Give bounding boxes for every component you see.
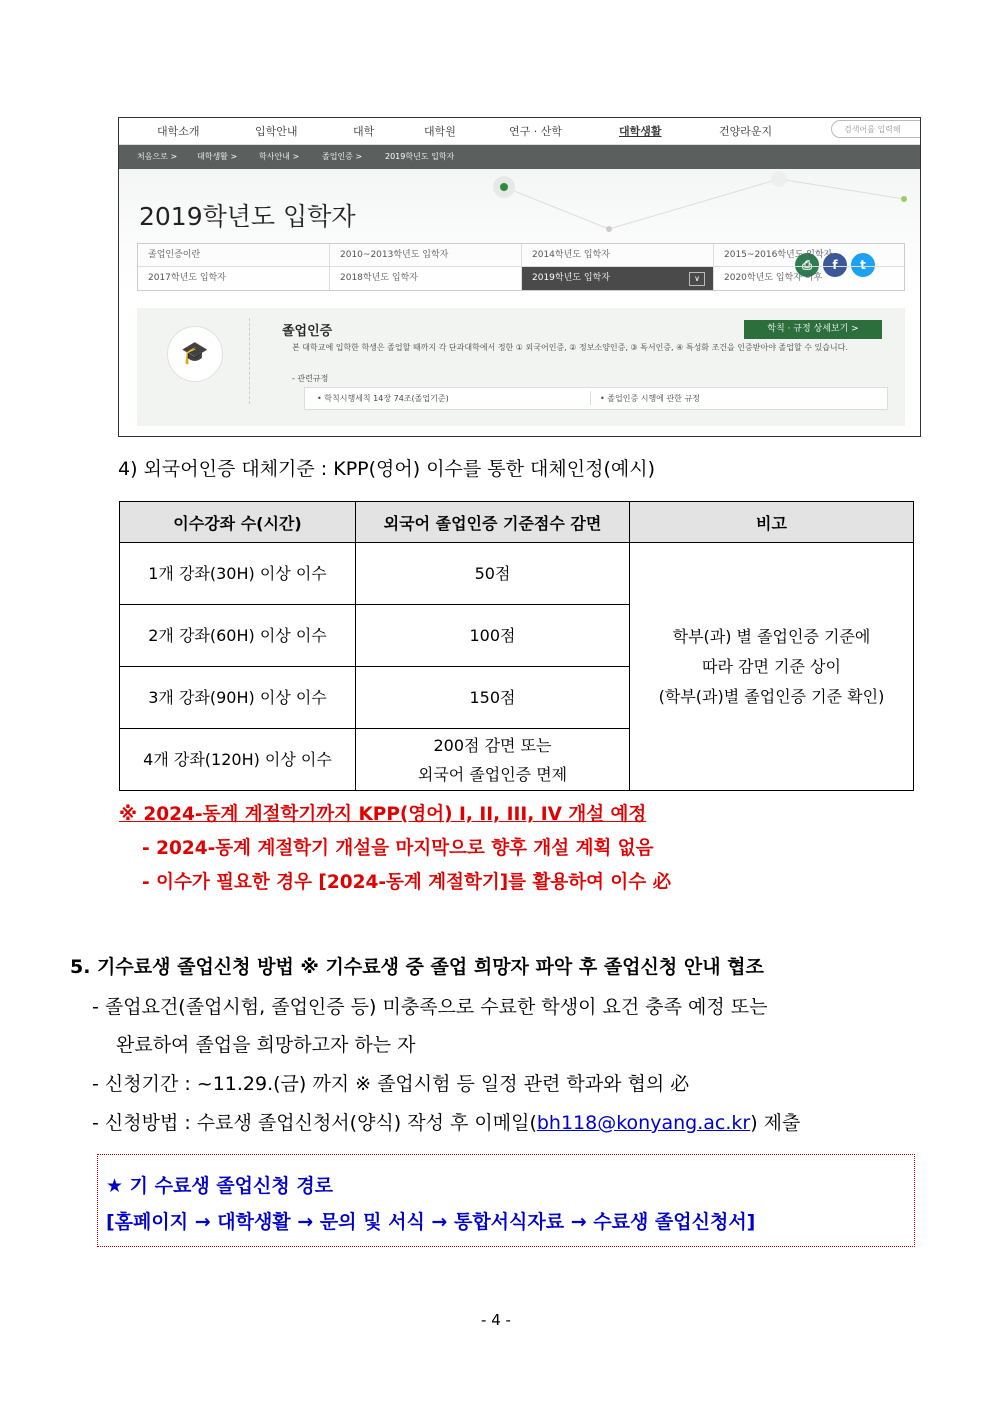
- note-line: 따라 감면 기준 상이: [702, 656, 841, 676]
- period-line: - 신청기간 : ~11.29.(금) 까지 ※ 졸업시험 등 일정 관련 학과와 협의 必: [92, 1073, 690, 1095]
- kpp-notice: ※ 2024-동계 계절학기까지 KPP(영어) I, II, III, IV 개설 예정: [119, 804, 647, 825]
- tab-2014[interactable]: 2014학년도 입학자: [522, 244, 714, 267]
- chevron-down-icon: ∨: [689, 272, 705, 286]
- nav-item-college[interactable]: 대학: [353, 125, 375, 138]
- rule-link[interactable]: • 졸업인증 시행에 관한 규정: [600, 394, 700, 403]
- breadcrumb-item[interactable]: 대학생활 >: [197, 152, 238, 161]
- divider: [249, 318, 250, 404]
- divider: [590, 391, 591, 405]
- nav-item-admission[interactable]: 입학안내: [255, 125, 298, 138]
- rules-detail-button[interactable]: 학칙 · 규정 상세보기 >: [744, 320, 882, 339]
- target-line: - 졸업요건(졸업시험, 졸업인증 등) 미충족으로 수료한 학생이 요건 충족 예정 또는: [92, 996, 768, 1018]
- breadcrumb-item[interactable]: 졸업인증 >: [322, 152, 363, 161]
- kpp-reduction-table: [119, 501, 914, 791]
- method-line: [92, 1108, 800, 1135]
- section-4-heading: 4) 외국어인증 대체기준 : KPP(영어) 이수를 통한 대체인정(예시): [118, 458, 655, 480]
- reduction-cell: 150점: [356, 667, 630, 729]
- course-cell: 1개 강좌(30H) 이상 이수: [120, 543, 356, 605]
- note-line: 학부(과) 별 졸업인증 기준에: [672, 626, 871, 646]
- tab-2010-2013[interactable]: 2010~2013학년도 입학자: [330, 244, 522, 267]
- search-input[interactable]: 검색어를 입력해: [831, 120, 921, 138]
- facebook-icon[interactable]: f: [823, 253, 847, 277]
- table-header: 외국어 졸업인증 기준점수 감면: [356, 502, 630, 543]
- top-navigation: [119, 118, 920, 145]
- panel-title: 졸업인증: [282, 324, 333, 339]
- graduation-cert-panel: [137, 308, 905, 426]
- reduction-line: 200점 감면 또는: [433, 735, 552, 755]
- breadcrumb: [119, 145, 920, 169]
- related-rules-box: [304, 387, 888, 410]
- rule-link[interactable]: • 학칙시행세칙 14장 74조(졸업기준): [317, 394, 449, 403]
- reduction-cell: 50점: [356, 543, 630, 605]
- page-title: 2019학년도 입학자: [139, 202, 356, 231]
- application-path-box: [97, 1154, 915, 1247]
- method-text: - 신청방법 : 수료생 졸업신청서(양식) 작성 후 이메일(: [92, 1112, 537, 1134]
- nav-item-lounge[interactable]: 건양라운지: [719, 125, 773, 138]
- tab-label: 2019학년도 입학자: [532, 273, 610, 283]
- nav-item-intro[interactable]: 대학소개: [157, 125, 200, 138]
- nav-item-research[interactable]: 연구 · 산학: [509, 125, 562, 138]
- path-steps: [홈페이지 → 대학생활 → 문의 및 서식 → 통합서식자료 → 수료생 졸업신청서]: [106, 1211, 756, 1233]
- twitter-icon[interactable]: t: [851, 253, 875, 277]
- website-screenshot: [118, 117, 921, 437]
- target-line: 완료하여 졸업을 희망하고자 하는 자: [116, 1034, 416, 1056]
- course-cell: 2개 강좌(60H) 이상 이수: [120, 605, 356, 667]
- section-5-heading: 5. 기수료생 졸업신청 방법 ※ 기수료생 중 졸업 희망자 파악 후 졸업신청 안내 협조: [70, 956, 764, 978]
- admission-year-tabs: [137, 243, 905, 291]
- breadcrumb-item[interactable]: 2019학년도 입학자: [385, 152, 455, 161]
- tab-2019-selected[interactable]: [522, 267, 714, 290]
- nav-item-graduate-school[interactable]: 대학원: [424, 125, 456, 138]
- course-cell: 4개 강좌(120H) 이상 이수: [120, 729, 356, 791]
- tab-2017[interactable]: 2017학년도 입학자: [138, 267, 330, 290]
- kpp-notice-sub: - 이수가 필요한 경우 [2024-동계 계절학기]를 활용하여 이수 必: [142, 872, 672, 893]
- table-header: 비고: [630, 502, 914, 543]
- course-cell: 3개 강좌(90H) 이상 이수: [120, 667, 356, 729]
- reduction-cell: 100점: [356, 605, 630, 667]
- breadcrumb-item[interactable]: 처음으로 >: [137, 152, 178, 161]
- note-cell: [630, 543, 914, 791]
- breadcrumb-item[interactable]: 학사안내 >: [259, 152, 300, 161]
- tab-2020-after[interactable]: 2020학년도 입학자 이후: [724, 273, 823, 283]
- table-row: [120, 543, 914, 605]
- tab-2018[interactable]: 2018학년도 입학자: [330, 267, 522, 290]
- note-line: (학부(과)별 졸업인증 기준 확인): [658, 686, 885, 706]
- email-link[interactable]: bh118@konyang.ac.kr: [536, 1112, 751, 1134]
- related-rules-label: - 관련규정: [292, 374, 329, 383]
- panel-description: 본 대학교에 입학한 학생은 졸업할 때까지 각 단과대학에서 정한 ① 외국어인증, ② 정보소양인증, ③ 독서인증, ④ 특성화 조건을 인증받아야 졸업할 수 있습니다.: [292, 343, 848, 352]
- kpp-notice-sub: - 2024-동계 계절학기 개설을 마지막으로 향후 개설 계획 없음: [142, 838, 654, 859]
- graduation-cap-icon: 🎓: [167, 326, 223, 382]
- nav-item-campus-life[interactable]: 대학생활: [619, 125, 662, 138]
- page-number: - 4 -: [481, 1311, 511, 1329]
- tab-about[interactable]: 졸업인증이란: [138, 244, 330, 267]
- print-icon[interactable]: ⎙: [795, 253, 819, 277]
- reduction-cell: [356, 729, 630, 791]
- reduction-line: 외국어 졸업인증 면제: [417, 764, 568, 784]
- path-title: ★ 기 수료생 졸업신청 경로: [106, 1175, 334, 1197]
- table-header: 이수강좌 수(시간): [120, 502, 356, 543]
- method-text: ) 제출: [750, 1112, 801, 1134]
- tab-2015-2016[interactable]: 2015~2016학년도 입학자: [714, 244, 906, 267]
